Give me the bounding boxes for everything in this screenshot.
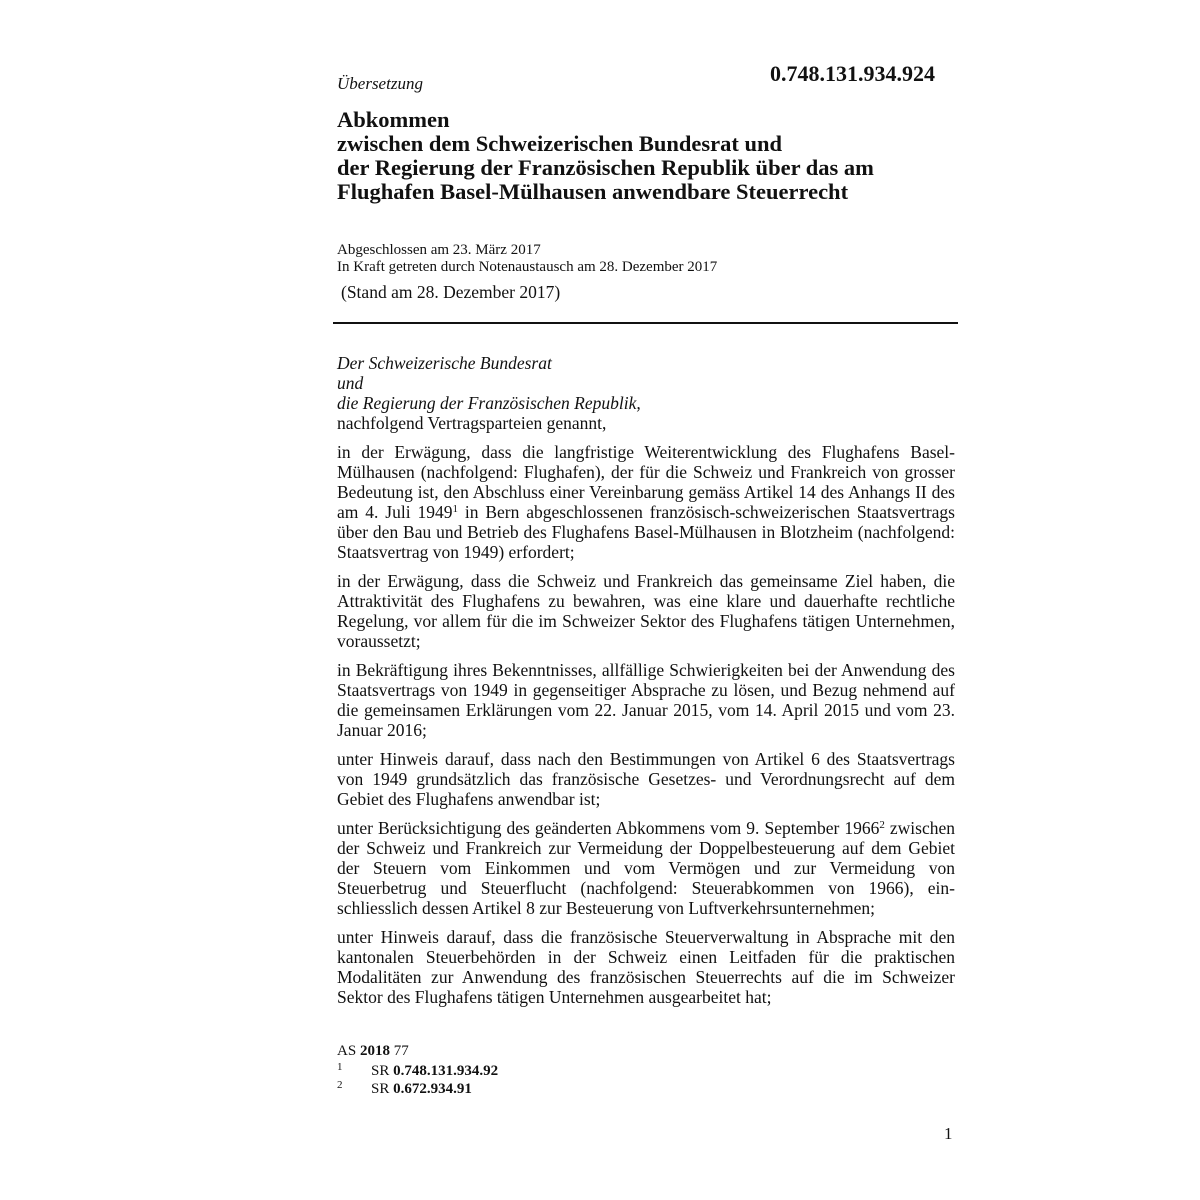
title-line: zwischen dem Schweizerischen Bundesrat und xyxy=(337,131,783,156)
footnote-number: 2 xyxy=(337,1079,343,1091)
concluded-date: Abgeschlossen am 23. März 2017 xyxy=(337,242,541,258)
header-divider xyxy=(333,322,958,324)
party-swiss: Der Schweizerische Bundesrat xyxy=(337,353,552,373)
footnote-2: 2 SR 0.672.934.91 xyxy=(337,1079,472,1097)
preamble-paragraph-2: in der Erwägung, dass die Schweiz und Frankreich das gemeinsame Ziel haben, die Attraktivität des Flughafens zu bewahren, was eine klare und dauerhafte rechtliche Regelung, vor allem für die im Schweizer Sektor des Flughafens tätigen Unternehmen, voraussetzt; xyxy=(337,571,955,651)
footnote-number: 1 xyxy=(337,1061,343,1073)
footnote-ref-2[interactable]: 2 xyxy=(879,819,885,831)
party-french: die Regierung der Französischen Republik, xyxy=(337,393,641,413)
page-number: 1 xyxy=(944,1124,953,1143)
translation-label: Übersetzung xyxy=(337,74,423,93)
parties-designation: nachfolgend Vertragsparteien genannt, xyxy=(337,413,607,433)
document-metadata xyxy=(337,242,717,276)
contracting-parties xyxy=(337,353,641,433)
preamble-paragraph-4: unter Hinweis darauf, dass nach den Bestimmungen von Artikel 6 des Staatsvertrags von 1949 grundsätzlich das französische Gesetzes- und Verordnungsrecht auf dem Gebiet des Flughafens anwendbar ist; xyxy=(337,749,955,809)
footnote-sr-link[interactable]: 0.748.131.934.92 xyxy=(393,1063,499,1079)
sr-number: 0.748.131.934.924 xyxy=(770,61,935,86)
preamble-paragraph-6: unter Hinweis darauf, dass die französische Steuerverwaltung in Absprache mit den kantonalen Steuerbehörden in der Schweiz einen Leitfaden für die praktischen Modalitäten zur Anwendung des französischen Steuerrechts auf die im Schweizer Sektor des Flughafens tätigen Unternehmen ausgearbeitet hat; xyxy=(337,927,955,1007)
title-line: Flughafen Basel-Mülhausen anwendbare Steuerrecht xyxy=(337,179,849,204)
title-line: Abkommen xyxy=(337,107,450,132)
title-line: der Regierung der Französischen Republik über das am xyxy=(337,155,874,180)
footnote-ref-1[interactable]: 1 xyxy=(452,503,458,515)
preamble-paragraph-5: unter Berücksichtigung des geänderten Abkommens vom 9. September 1966$^2$ zwischen der Schweiz und Frankreich zur Vermeidung der Doppelbesteuerung auf dem Gebiet der Steuern vom Einkommen und vom Vermögen und zur Vermeidung von Steuerbetrug und Steuerflucht (nachfolgend: Steuerabkommen von 1966), einschliesslich dessen Artikel 8 zur Besteuerung von Luftverkehrsunternehmen; xyxy=(337,818,955,918)
document-title xyxy=(337,108,874,204)
footnote-sr-link[interactable]: 0.672.934.91 xyxy=(393,1081,472,1097)
in-force-date: In Kraft getreten durch Notenaustausch am 28. Dezember 2017 xyxy=(337,259,718,275)
status-date: (Stand am 28. Dezember 2017) xyxy=(341,282,561,302)
preamble-paragraph-3: in Bekräftigung ihres Bekenntnisses, allfällige Schwierigkeiten bei der Anwendung des Staatsvertrags von 1949 in gegenseitiger Absprache zu lösen, und Bezug nehmend auf die gemeinsamen Erklärungen vom 22. Januar 2015, vom 14. April 2015 und vom 23. Januar 2016; xyxy=(337,660,955,740)
official-collection-ref: AS 2018 77 xyxy=(337,1043,409,1059)
party-conjunction: und xyxy=(337,373,364,393)
footnote-1: 1 SR 0.748.131.934.92 xyxy=(337,1061,499,1079)
preamble-paragraph-1: in der Erwägung, dass die langfristige Weiterentwicklung des Flughafens Basel-Mülhausen (nachfolgend: Flughafen), der für die Schweiz und Frankreich von grosser Bedeutung ist, den Abschluss einer Vereinbarung gemäss Artikel 14 des Anhangs II des am 4. Juli 1949$^1$ in Bern abgeschlossenen französisch-schweizerischen Staatsvertrags über den Bau und Betrieb des Flughafens Basel-Mülhausen in Blotzheim (nachfolgend: Staatsvertrag von 1949) erfordert; xyxy=(337,442,955,562)
